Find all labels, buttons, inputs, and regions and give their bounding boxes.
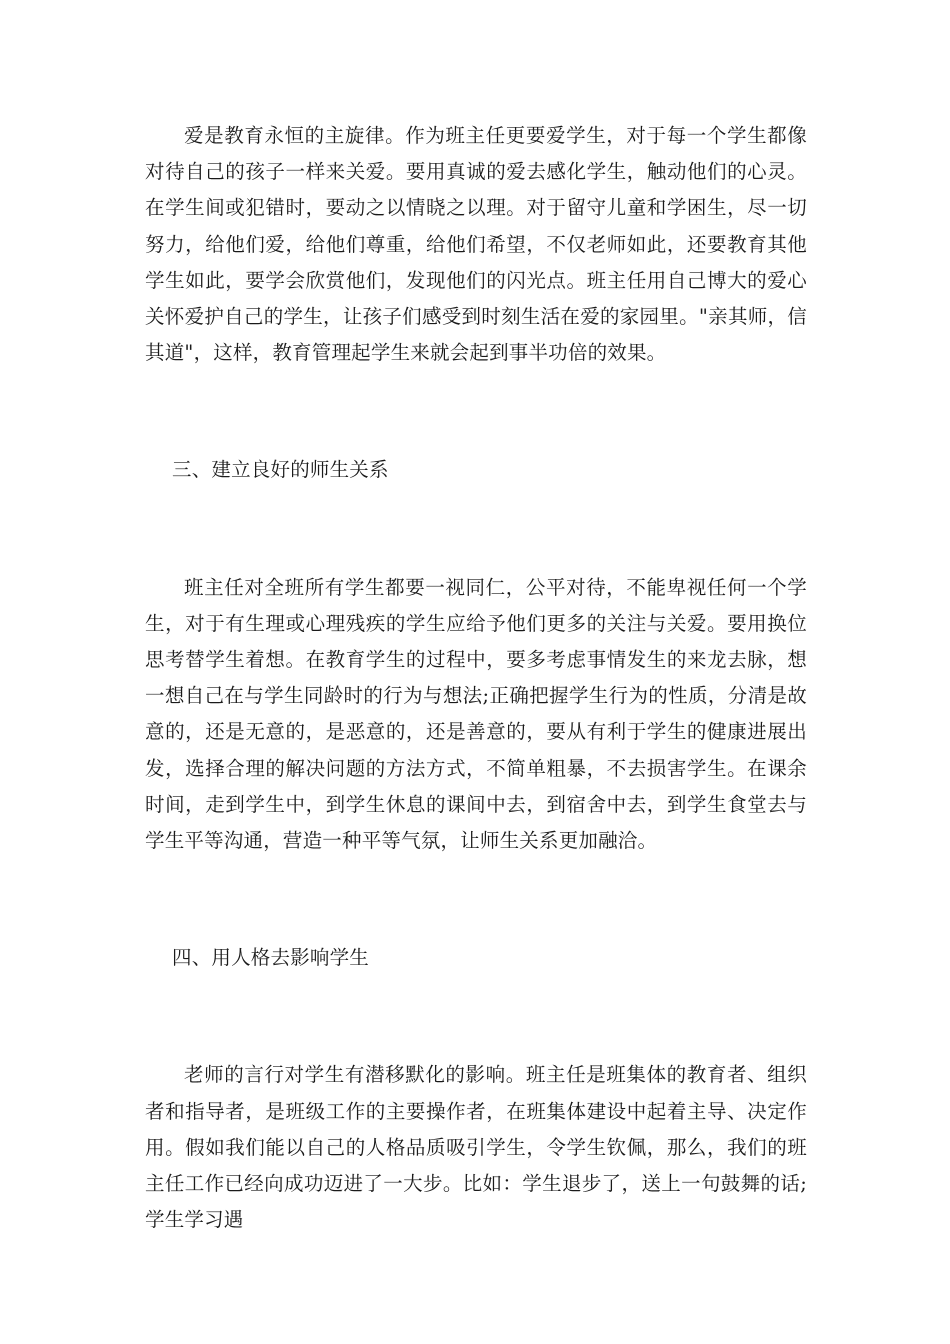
paragraph-equal-treatment: 班主任对全班所有学生都要一视同仁，公平对待，不能卑视任何一个学生，对于有生理或心理残疾的学生应给予他们更多的关注与关爱。要用换位思考替学生着想。在教育学生的过程中，要多考虑事情发生的来龙去脉，想一想自己在与学生同龄时的行为与想法;正确把握学生行为的性质，分清是故意的，还是无意的，是恶意的，还是善意的，要从有利于学生的健康进展出发，选择合理的解决问题的方法方式，不简单粗暴，不去损害学生。在课余时间，走到学生中，到学生休息的课间中去，到宿舍中去，到学生食堂去与学生平等沟通，营造一种平等气氛，让师生关系更加融洽。 bbox=[145, 575, 807, 853]
document-page bbox=[145, 118, 807, 1238]
section-heading-personality-influence: 四、用人格去影响学生 bbox=[172, 946, 370, 970]
paragraph-teacher-example: 老师的言行对学生有潜移默化的影响。班主任是班集体的教育者、组织者和指导者，是班级工作的主要操作者，在班集体建设中起着主导、决定作用。假如我们能以自己的人格品质吸引学生，令学生钦佩，那么，我们的班主任工作已经向成功迈进了一大步。比如：学生退步了，送上一句鼓舞的话;学生学习遇 bbox=[145, 1063, 807, 1232]
paragraph-love-education: 爱是教育永恒的主旋律。作为班主任更要爱学生，对于每一个学生都像对待自己的孩子一样来关爱。要用真诚的爱去感化学生，触动他们的心灵。在学生间或犯错时，要动之以情晓之以理。对于留守儿童和学困生，尽一切努力，给他们爱，给他们尊重，给他们希望，不仅老师如此，还要教育其他学生如此，要学会欣赏他们，发现他们的闪光点。班主任用自己博大的爱心关怀爱护自己的学生，让孩子们感受到时刻生活在爱的家园里。"亲其师，信其道"，这样，教育管理起学生来就会起到事半功倍的效果。 bbox=[145, 124, 807, 365]
section-heading-teacher-student-relationship: 三、建立良好的师生关系 bbox=[172, 458, 389, 482]
